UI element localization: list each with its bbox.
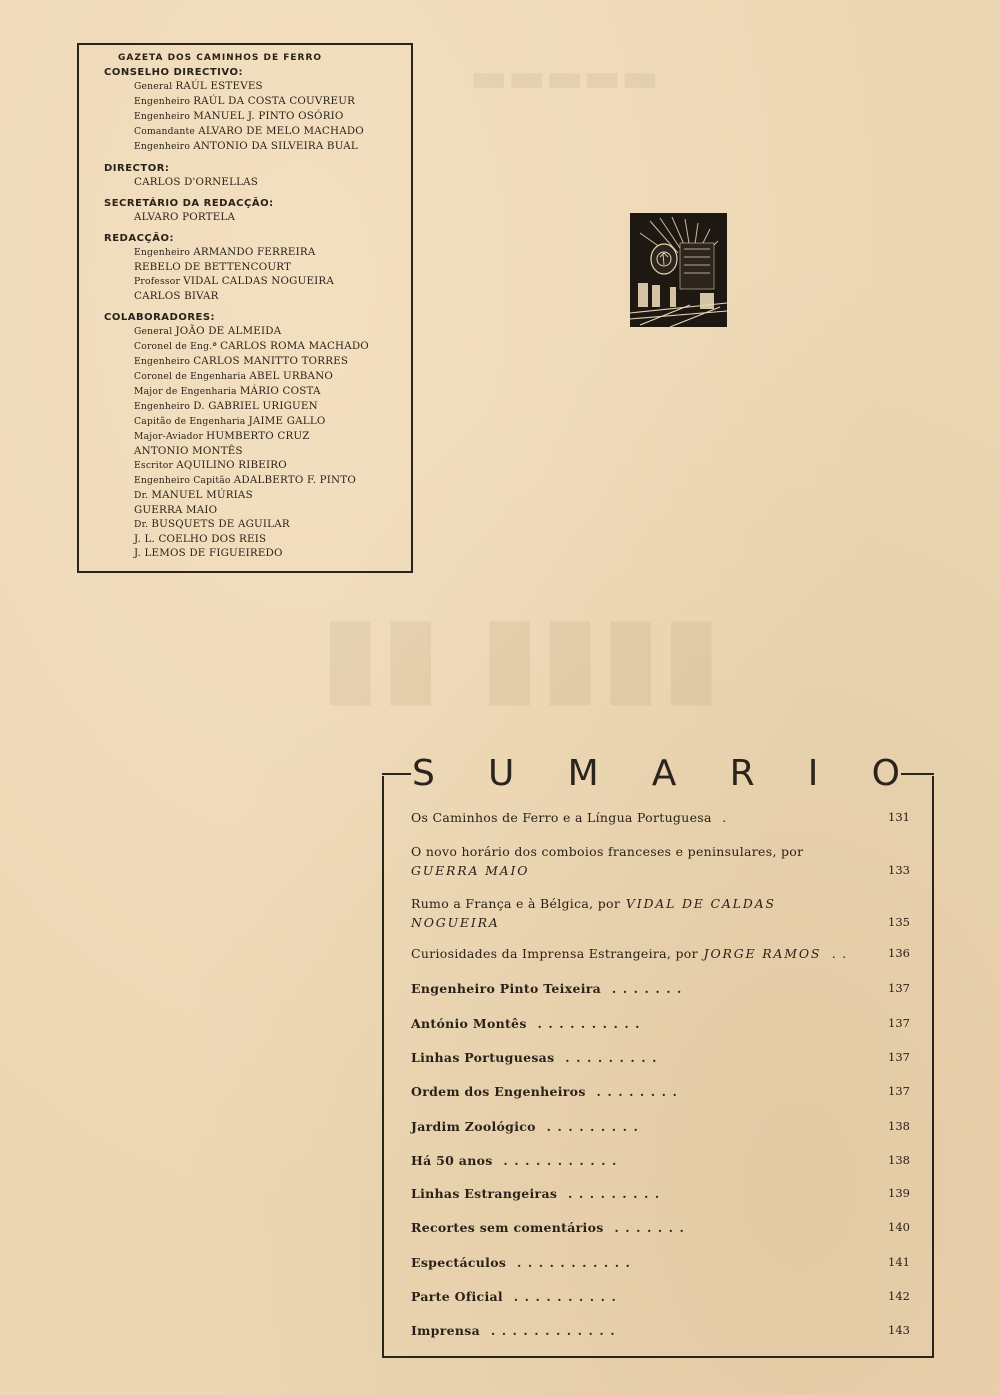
staff-member <box>104 94 401 109</box>
toc-page-number: 141 <box>888 1255 910 1269</box>
member-rank: Engenheiro <box>134 96 194 107</box>
staff-section <box>104 311 401 560</box>
toc-entry <box>411 1117 910 1136</box>
toc-entry-author: JORGE RAMOS <box>697 946 822 961</box>
member-name: CARLOS BIVAR <box>134 290 219 302</box>
toc-entry-title <box>411 842 861 880</box>
member-rank: Engenheiro <box>134 141 194 152</box>
toc-page-number: 136 <box>888 946 910 960</box>
member-rank: Engenheiro <box>134 111 194 122</box>
staff-member <box>104 429 401 444</box>
toc-entry-title <box>411 1082 861 1101</box>
toc-entry-author: GUERRA MAIO <box>411 863 530 878</box>
toc-entry-text: Ordem dos Engenheiros <box>411 1084 586 1099</box>
toc-entry <box>411 808 910 827</box>
toc-entry <box>411 1151 910 1170</box>
toc-entry-text: Há 50 anos <box>411 1153 493 1168</box>
toc-entry-title <box>411 1048 861 1067</box>
section-title: CONSELHO DIRECTIVO: <box>104 67 243 78</box>
toc-entry-text: Curiosidades da Imprensa Estrangeira, por <box>411 946 698 961</box>
member-name: MANUEL MÚRIAS <box>151 489 253 501</box>
staff-member <box>104 339 401 354</box>
toc-page-number: 137 <box>888 981 910 995</box>
staff-section <box>104 197 401 224</box>
toc-entry <box>411 1184 910 1203</box>
toc-page-number: 137 <box>888 1084 910 1098</box>
member-rank: Major-Aviador <box>134 431 207 442</box>
member-name: JOÃO DE ALMEIDA <box>175 325 282 337</box>
toc-entry-title <box>411 1014 861 1033</box>
toc-page-number: 135 <box>888 915 910 929</box>
toc-page-number: 143 <box>888 1323 910 1337</box>
staff-member <box>104 175 401 189</box>
toc-entry-title <box>411 1117 861 1136</box>
toc-entry-text: Jardim Zoológico <box>411 1119 536 1134</box>
toc-entry <box>411 842 910 880</box>
member-name: RAÚL ESTEVES <box>175 80 263 92</box>
staff-member <box>104 245 401 260</box>
leader-dots: ....... <box>603 1220 691 1235</box>
toc-page-number: 133 <box>888 863 910 877</box>
staff-member <box>104 79 401 94</box>
title-letter: M <box>567 753 599 794</box>
staff-member <box>104 210 401 224</box>
toc-entry-text: Linhas Estrangeiras <box>411 1186 558 1201</box>
staff-member <box>104 532 401 546</box>
locomotive-engraving <box>630 213 727 327</box>
staff-member <box>104 354 401 369</box>
staff-member <box>104 414 401 429</box>
title-letter: I <box>807 753 819 794</box>
member-rank: Major de Engenharia <box>134 386 240 397</box>
member-name: CARLOS MANITTO TORRES <box>193 355 349 367</box>
staff-section <box>104 66 401 154</box>
leader-dots: ......... <box>557 1186 666 1201</box>
staff-member <box>104 473 401 488</box>
member-name: AQUILINO RIBEIRO <box>176 459 287 471</box>
member-name: J. LEMOS DE FIGUEIREDO <box>134 547 283 559</box>
toc-entry-title <box>411 1184 861 1203</box>
member-name: ABEL URBANO <box>249 370 334 382</box>
toc-page-number: 142 <box>888 1289 910 1303</box>
toc-entry-author: VIDAL DE CALDAS NOGUEIRA <box>411 896 776 930</box>
toc-page-number: 138 <box>888 1153 910 1167</box>
toc-page-number: 137 <box>888 1016 910 1030</box>
toc-entry-text: O novo horário dos comboios franceses e peninsulares, por <box>411 844 804 859</box>
member-name: D. GABRIEL URIGUEN <box>193 400 318 412</box>
leader-dots: .. <box>821 946 853 961</box>
toc-entry-text: Engenheiro Pinto Teixeira <box>411 981 602 996</box>
leader-dots: . <box>711 810 733 825</box>
member-name: CARLOS D'ORNELLAS <box>134 176 259 188</box>
title-rule-left <box>382 773 411 775</box>
title-letter: U <box>488 753 515 794</box>
toc-page-number: 137 <box>888 1050 910 1064</box>
member-rank: Comandante <box>134 126 199 137</box>
toc-entry-title <box>411 944 861 963</box>
staff-member <box>104 139 401 154</box>
toc-entry <box>411 1082 910 1101</box>
show-through-texture: ▬▬▬▬▬ <box>470 55 659 101</box>
staff-member <box>104 260 401 274</box>
staff-member <box>104 274 401 289</box>
toc-entry-text: Rumo a França e à Bélgica, por <box>411 896 621 911</box>
toc-entry <box>411 1253 910 1272</box>
leader-dots: ......... <box>535 1119 645 1134</box>
member-rank: Capitão de Engenharia <box>134 416 249 427</box>
staff-member <box>104 444 401 458</box>
title-letter: S <box>412 753 435 794</box>
member-name: VIDAL CALDAS NOGUEIRA <box>183 275 335 287</box>
member-rank: Engenheiro <box>134 401 194 412</box>
staff-box <box>77 43 413 573</box>
member-rank: Engenheiro Capitão <box>134 475 234 486</box>
member-rank: Coronel de Eng.ª <box>134 341 221 352</box>
staff-section <box>104 162 401 189</box>
member-rank: Coronel de Engenharia <box>134 371 250 382</box>
section-title: COLABORADORES: <box>104 312 216 323</box>
title-letter: A <box>651 753 677 794</box>
toc-entry-title <box>411 1218 861 1237</box>
toc-entry <box>411 979 910 998</box>
member-rank: Engenheiro <box>134 247 194 258</box>
leader-dots: ....... <box>601 981 688 996</box>
member-rank: Professor <box>134 276 184 287</box>
toc-entry-title <box>411 894 861 932</box>
leader-dots: ........... <box>492 1153 623 1168</box>
toc-page-number: 140 <box>888 1220 910 1234</box>
section-title: DIRECTOR: <box>104 163 170 174</box>
toc-entry-text: António Montês <box>411 1016 527 1031</box>
toc-entry <box>411 1321 910 1340</box>
toc-page-number: 131 <box>888 810 910 824</box>
toc-entry-text: Linhas Portuguesas <box>411 1050 555 1065</box>
title-letter: O <box>871 753 900 794</box>
staff-section <box>104 232 401 303</box>
toc-entry <box>411 1014 910 1033</box>
member-rank: Escritor <box>134 460 177 471</box>
toc-entry <box>411 944 910 963</box>
member-name: ANTONIO DA SILVEIRA BUAL <box>193 140 358 152</box>
leader-dots: ......... <box>554 1050 663 1065</box>
toc-entry-title <box>411 808 861 827</box>
staff-member <box>104 324 401 339</box>
toc-entry <box>411 1218 910 1237</box>
sumario-box <box>382 776 934 1358</box>
toc-entry-title <box>411 1321 861 1340</box>
member-name: ALVARO DE MELO MACHADO <box>198 125 364 137</box>
section-title: SECRETÁRIO DA REDACÇÃO: <box>104 198 274 209</box>
toc-entry-text: Espectáculos <box>411 1255 507 1270</box>
toc-entry-text: Os Caminhos de Ferro e a Língua Portuguesa <box>411 810 712 825</box>
member-name: J. L. COELHO DOS REIS <box>134 533 267 545</box>
leader-dots: ............ <box>479 1323 622 1338</box>
toc-entry <box>411 894 910 932</box>
title-rule-right <box>901 773 934 775</box>
member-rank: Dr. <box>134 490 152 501</box>
member-name: MÁRIO COSTA <box>239 385 321 397</box>
member-name: ARMANDO FERREIRA <box>193 246 316 258</box>
member-name: BUSQUETS DE AGUILAR <box>151 518 290 530</box>
member-name: REBELO DE BETTENCOURT <box>134 261 292 273</box>
staff-member <box>104 369 401 384</box>
member-name: MANUEL J. PINTO OSÓRIO <box>193 110 344 122</box>
staff-member <box>104 488 401 503</box>
leader-dots: .......... <box>502 1289 623 1304</box>
toc-entry-title <box>411 979 861 998</box>
member-name: GUERRA MAIO <box>134 504 218 516</box>
staff-member <box>104 458 401 473</box>
member-rank: Engenheiro <box>134 356 194 367</box>
section-title: REDACÇÃO: <box>104 233 174 244</box>
staff-member <box>104 109 401 124</box>
member-name: ANTONIO MONTÊS <box>134 445 243 457</box>
member-name: JAIME GALLO <box>248 415 326 427</box>
member-name: ADALBERTO F. PINTO <box>233 474 356 486</box>
leader-dots: ........... <box>506 1255 637 1270</box>
staff-member <box>104 503 401 517</box>
member-rank: General <box>134 326 176 337</box>
toc-page-number: 138 <box>888 1119 910 1133</box>
toc-page-number: 139 <box>888 1186 910 1200</box>
toc-entry-title <box>411 1151 861 1170</box>
toc-entry-title <box>411 1287 861 1306</box>
staff-member <box>104 546 401 560</box>
toc-entry-text: Recortes sem comentários <box>411 1220 604 1235</box>
title-letter: R <box>729 753 755 794</box>
member-rank: Dr. <box>134 519 152 530</box>
leader-dots: .......... <box>526 1016 647 1031</box>
toc-entry-text: Parte Oficial <box>411 1289 503 1304</box>
member-name: HUMBERTO CRUZ <box>206 430 310 442</box>
staff-member <box>104 517 401 532</box>
toc-entry-title <box>411 1253 861 1272</box>
staff-member <box>104 289 401 303</box>
member-name: ALVARO PORTELA <box>134 211 236 223</box>
toc-entry <box>411 1048 910 1067</box>
staff-member <box>104 384 401 399</box>
member-name: RAÚL DA COSTA COUVREUR <box>193 95 356 107</box>
show-through-texture: ▮▮ ▮▮▮▮ <box>320 590 722 718</box>
staff-member <box>104 399 401 414</box>
staff-heading: GAZETA DOS CAMINHOS DE FERRO <box>118 53 323 63</box>
staff-sections <box>104 66 401 560</box>
leader-dots: ........ <box>585 1084 684 1099</box>
staff-member <box>104 124 401 139</box>
member-name: CARLOS ROMA MACHADO <box>220 340 369 352</box>
toc-entry <box>411 1287 910 1306</box>
toc-entry-text: Imprensa <box>411 1323 480 1338</box>
member-rank: General <box>134 81 176 92</box>
